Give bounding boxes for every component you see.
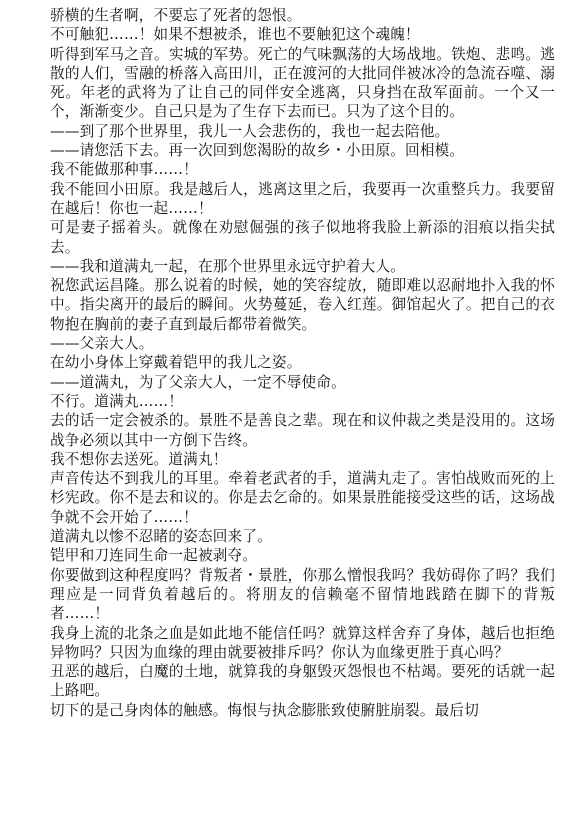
paragraph-10: 祝您武运昌隆。那么说着的时候，她的笑容绽放，随即难以忍耐地扑入我的怀中。指尖离开的最后的瞬间。火势蔓延，卷入红莲。御馆起火了。把自己的衣物抱在胸前的妻子直到最后都带着微笑。 bbox=[50, 277, 555, 333]
paragraph-19: 铠甲和刀连同生命一起被剥夺。 bbox=[50, 547, 258, 565]
paragraph-21: 我身上流的北条之血是如此地不能信任吗？就算这样舍弃了身体，越后也拒绝异物吗？只因为血缘的理由就要被排斥吗？你认为血缘更胜于真心吗？ bbox=[50, 624, 555, 661]
paragraph-12: 在幼小身体上穿戴着铠甲的我儿之姿。 bbox=[50, 354, 302, 372]
paragraph-3: 听得到军马之音。实城的军势。死亡的气味飘荡的大场战地。铁炮、悲鸣。逃散的人们，雪融的桥落入高田川，正在渡河的大批同伴被冰冷的急流吞噬、溺死。年老的武将为了让自己的同伴安全逃离，只身挡在敌军面前。一个又一个，渐渐变少。自己只是为了生存下去而已。只为了这个目的。 bbox=[50, 45, 555, 121]
paragraph-2: 不可触犯……！如果不想被杀，谁也不要触犯这个魂魄！ bbox=[50, 26, 420, 44]
paragraph-7: 我不能回小田原。我是越后人，逃离这里之后，我要再一次重整兵力。我要留在越后！你也一起……！ bbox=[50, 180, 555, 217]
paragraph-5: ——请您活下去。再一次回到您渴盼的故乡・小田原。回相模。 bbox=[50, 142, 465, 160]
paragraph-14: 不行。道满丸……！ bbox=[50, 392, 184, 410]
paragraph-23: 切下的是己身肉体的触感。悔恨与执念膨胀致使腑脏崩裂。最后切 bbox=[50, 701, 480, 719]
paragraph-8: 可是妻子摇着头。就像在劝慰倔强的孩子似地将我脸上新添的泪痕以指尖拭去。 bbox=[50, 219, 555, 256]
paragraph-13: ——道满丸，为了父亲大人，一定不辱使命。 bbox=[50, 373, 346, 391]
paragraph-20: 你要做到这种程度吗？背叛者・景胜，你那么憎恨我吗？我妨碍你了吗？我们理应是一同背负着越后的。将朋友的信赖毫不留情地践踏在脚下的背叛者……！ bbox=[50, 566, 555, 623]
paragraph-9: ——我和道满丸一起，在那个世界里永远守护着大人。 bbox=[50, 257, 406, 275]
paragraph-6: 我不能做那种事……！ bbox=[50, 161, 198, 179]
paragraph-22: 丑恶的越后，白魔的土地，就算我的身躯毁灭怨恨也不枯竭。要死的话就一起上路吧。 bbox=[50, 663, 555, 700]
paragraph-17: 声音传达不到我儿的耳里。牵着老武者的手，道满丸走了。害怕战败而死的上杉宪政。你不是去和议的。你是去乞命的。如果景胜能接受这些的话，这场战争就不会开始了……！ bbox=[50, 470, 555, 526]
paragraph-1: 骄横的生者啊，不要忘了死者的怨恨。 bbox=[50, 7, 302, 24]
paragraph-15: 去的话一定会被杀的。景胜不是善良之辈。现在和议仲裁之类是没用的。这场战争必须以其中一方倒下告终。 bbox=[50, 412, 555, 449]
paragraph-4: ——到了那个世界里，我儿一人会悲伤的，我也一起去陪他。 bbox=[50, 122, 450, 140]
paragraph-16: 我不想你去送死。道满丸！ bbox=[50, 450, 228, 468]
paragraph-11: ——父亲大人。 bbox=[50, 335, 154, 353]
paragraph-18: 道满丸以惨不忍睹的姿态回来了。 bbox=[50, 528, 272, 546]
